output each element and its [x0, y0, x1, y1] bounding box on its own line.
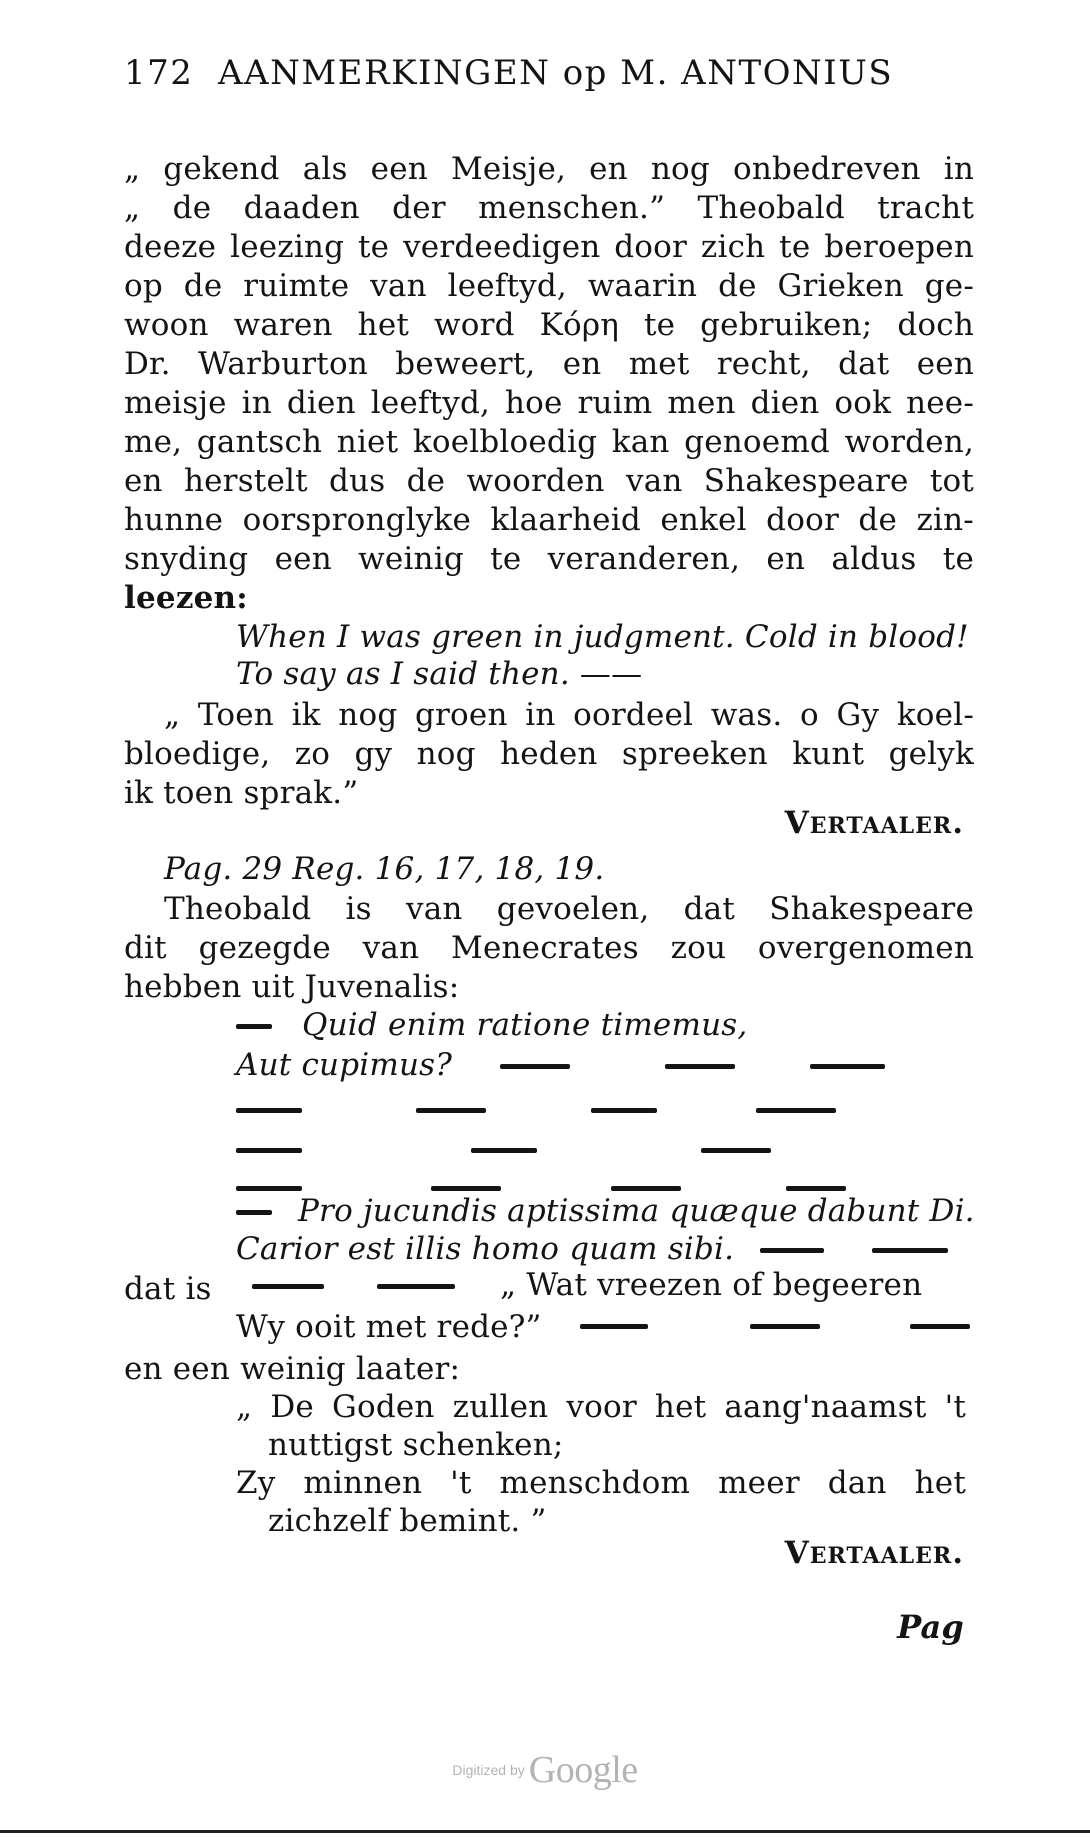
translation-line: „ De Goden zullen voor het aang'naamst 't: [236, 1389, 966, 1425]
body-line: „ gekend als een Meisje, en nog onbedreven in: [124, 151, 974, 187]
body-line: hunne oorspronglyke klaarheid enkel door de zin-: [124, 502, 974, 538]
translation-line: Zy minnen 't menschdom meer dan het: [236, 1465, 966, 1501]
signature-vertaaler: Vertaaler.: [784, 1535, 964, 1571]
translation-line: nuttigst schenken;: [268, 1427, 564, 1463]
body-line: deeze leezing te verdeedigen door zich te beroepen: [124, 229, 974, 265]
running-title: AANMERKINGEN op M. ANTONIUS: [218, 53, 894, 93]
scan-edge-rule: [0, 1830, 1090, 1833]
translation-line: Wy ooit met rede?”: [236, 1309, 542, 1345]
translation-line: zichzelf bemint. ”: [268, 1503, 547, 1539]
body-line: Dr. Warburton beweert, en met recht, dat een: [124, 346, 974, 382]
digitized-by-google-footer: [0, 1748, 1090, 1792]
body-line: snyding een weinig te veranderen, en aldus te: [124, 541, 974, 577]
translation-line: „ Wat vreezen of begeeren: [500, 1267, 923, 1303]
latin-line: Pro jucundis aptissima quæque dabunt Di.: [298, 1193, 975, 1229]
latin-line: Carior est illis homo quam sibi.: [236, 1231, 735, 1267]
ellipsis-dash-row: [236, 1130, 856, 1170]
body-line: Theobald is van gevoelen, dat Shakespeare: [164, 891, 974, 927]
body-line: leezen:: [124, 580, 248, 616]
translation-line: en een weinig laater:: [124, 1351, 461, 1387]
body-line: hebben uit Juvenalis:: [124, 969, 460, 1005]
body-line: dit gezegde van Menecrates zou overgenomen: [124, 930, 974, 966]
em-dash: [236, 1192, 276, 1232]
ellipsis-dash-row: [252, 1266, 482, 1306]
page-number: 172: [124, 53, 194, 93]
body-line: woon waren het word Κόρη te gebruiken; doch: [124, 307, 974, 343]
catchword: Pag: [897, 1608, 964, 1646]
digitized-label: Digitized by: [452, 1762, 525, 1778]
body-line: en herstelt dus de woorden van Shakespeare tot: [124, 463, 974, 499]
translation-intro: dat is: [124, 1271, 212, 1307]
body-line: „ de daaden der menschen.” Theobald tracht: [124, 190, 974, 226]
ellipsis-dash-row: [760, 1230, 970, 1270]
body-line: op de ruimte van leeftyd, waarin de Grieken ge-: [124, 268, 974, 304]
quote-line: When I was green in judgment. Cold in blood!: [236, 619, 969, 655]
translation-line: bloedige, zo gy nog heden spreeken kunt gelyk: [124, 736, 974, 772]
ellipsis-dash-row: [236, 1090, 856, 1130]
quote-line: To say as I said then. ——: [236, 656, 643, 692]
page-reference: Pag. 29 Reg. 16, 17, 18, 19.: [164, 851, 605, 887]
ellipsis-dash-row: [580, 1306, 980, 1346]
latin-line: Quid enim ratione timemus,: [302, 1007, 748, 1043]
body-line: me, gantsch niet koelbloedig kan genoemd worden,: [124, 424, 974, 460]
signature-vertaaler: Vertaaler.: [784, 805, 964, 841]
translation-line: „ Toen ik nog groen in oordeel was. o Gy koel-: [164, 697, 974, 733]
google-logo: Google: [528, 1749, 638, 1791]
latin-line: Aut cupimus?: [236, 1047, 453, 1083]
translation-line: ik toen sprak.”: [124, 775, 359, 811]
ellipsis-dash-row: [500, 1046, 970, 1086]
body-line: meisje in dien leeftyd, hoe ruim men dien ook nee-: [124, 385, 974, 421]
em-dash: [236, 1006, 276, 1046]
